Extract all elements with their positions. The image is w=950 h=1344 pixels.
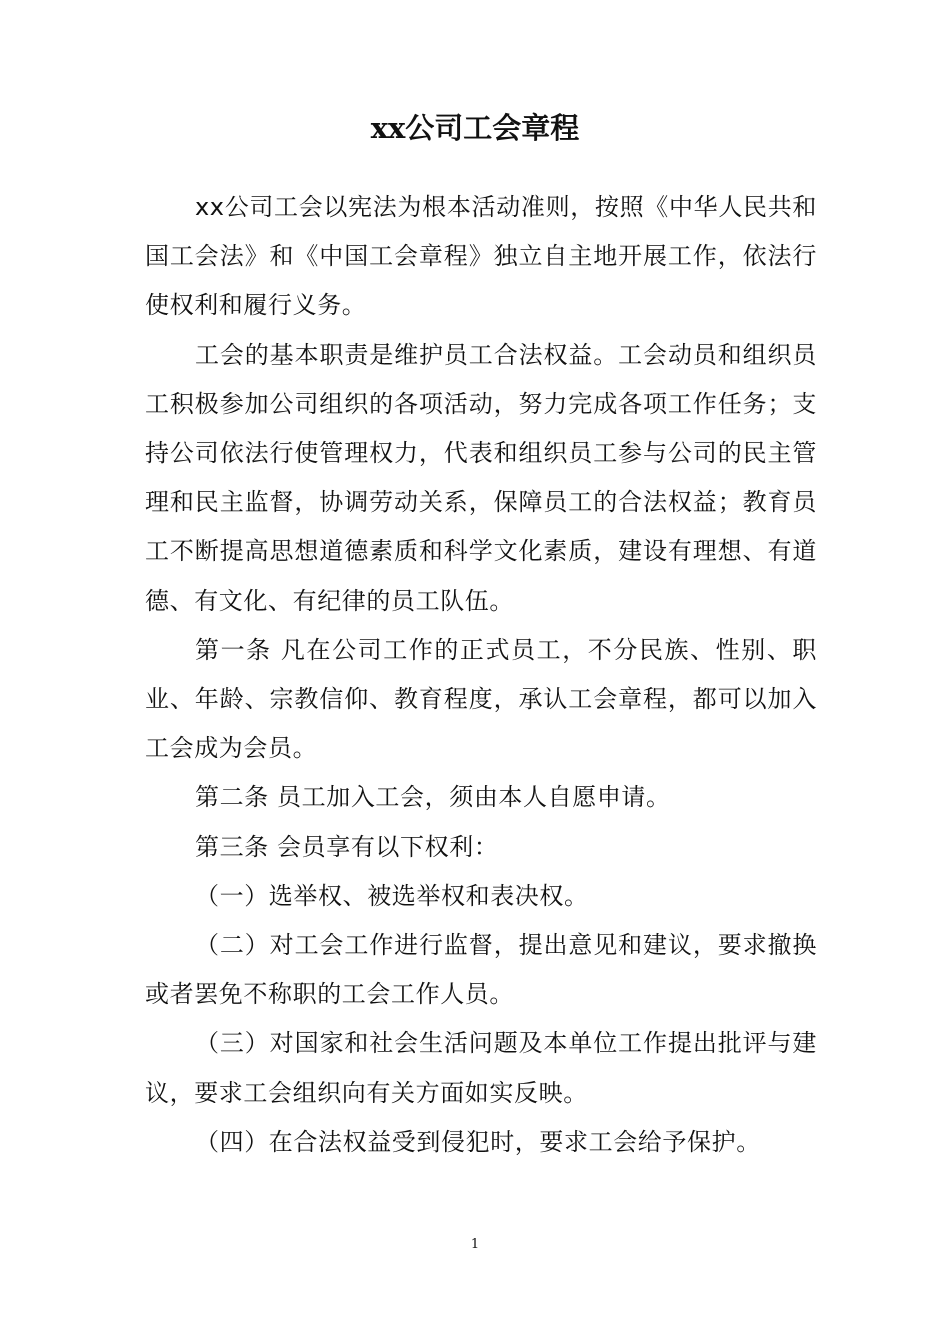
article-3: 第三条 会员享有以下权利： bbox=[195, 832, 499, 861]
preamble-paragraph: xx公司工会以宪法为根本活动准则，按照《中华人民共和国工会法》和《中国工会章程》独立自主地开展工作，依法行使权利和履行义务。 bbox=[145, 193, 817, 320]
duties-paragraph: 工会的基本职责是维护员工合法权益。工会动员和组织员工积极参加公司组织的各项活动，努力完成各项工作任务；支持公司依法行使管理权力，代表和组织员工参与公司的民主管理和民主监督，协调劳动关系，保障员工的合法权益；教育员工不断提高思想道德素质和科学文化素质，建设有理想、有道德、有文化、有纪律的员工队伍。 bbox=[145, 340, 817, 615]
rights-item-4: （四）在合法权益受到侵犯时，要求工会给予保护。 bbox=[195, 1127, 761, 1156]
page-number: 1 bbox=[470, 1237, 480, 1252]
document-body bbox=[145, 183, 817, 1167]
document-title: xx公司工会章程 bbox=[370, 111, 580, 145]
article-1: 第一条 凡在公司工作的正式员工，不分民族、性别、职业、年龄、宗教信仰、教育程度，承认工会章程，都可以加入工会成为会员。 bbox=[145, 635, 817, 763]
rights-item-1: （一）选举权、被选举权和表决权。 bbox=[195, 881, 589, 910]
article-2: 第二条 员工加入工会，须由本人自愿申请。 bbox=[195, 783, 671, 812]
rights-item-3: （三）对国家和社会生活问题及本单位工作提出批评与建议，要求工会组织向有关方面如实反映。 bbox=[145, 1029, 817, 1107]
rights-item-2: （二）对工会工作进行监督，提出意见和建议，要求撤换或者罢免不称职的工会工作人员。 bbox=[145, 931, 817, 1009]
